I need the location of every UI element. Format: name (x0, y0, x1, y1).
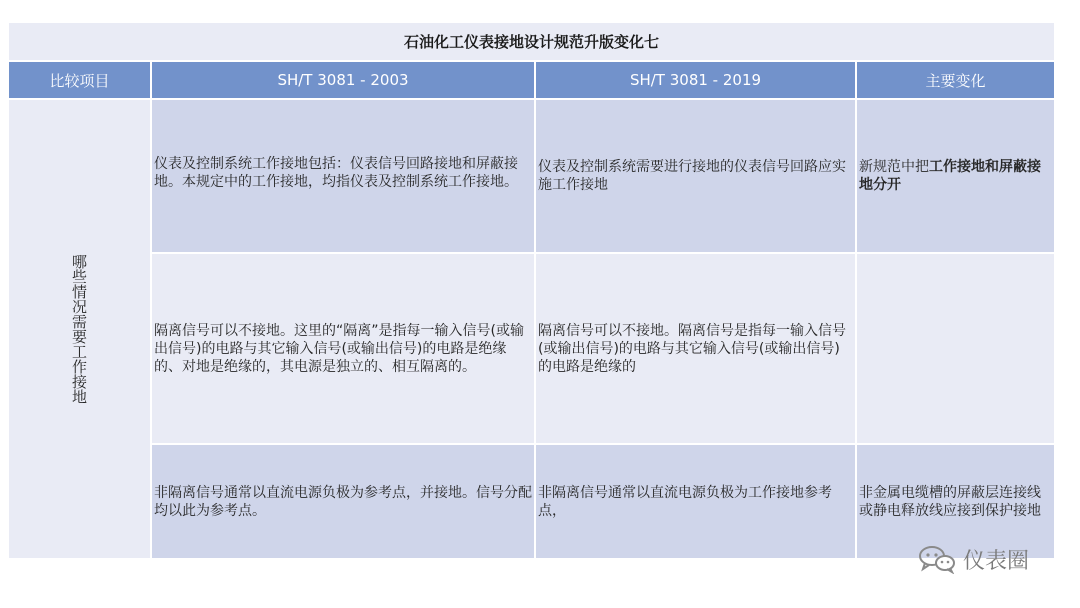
old-standard-text: 隔离信号可以不接地。这里的“隔离”是指每一输入信号(或输出信号)的电路与其它输入信号(或输出信号)的电路是绝缘的、对地是绝缘的，其电源是独立的、相互隔离的。 (154, 322, 524, 375)
header-main-change: 主要变化 (857, 62, 1054, 98)
category-cell (9, 100, 152, 558)
change-cell (857, 254, 1054, 443)
table-body (9, 100, 1054, 558)
watermark (917, 543, 1029, 575)
new-standard-cell (536, 445, 857, 558)
header-row (9, 62, 1054, 98)
comparison-table (9, 23, 1054, 558)
old-standard-cell (152, 100, 536, 252)
change-text-bold: 工作接地和屏蔽接地分开 (859, 159, 1041, 193)
new-standard-text: 隔离信号可以不接地。隔离信号是指每一输入信号(或输出信号)的电路与其它输入信号(或输出信号)的电路是绝缘的 (538, 322, 846, 375)
new-standard-cell (536, 100, 857, 252)
change-cell (857, 100, 1054, 252)
change-text-prefix: 新规范中把 (859, 159, 929, 175)
old-standard-text: 仪表及控制系统工作接地包括：仪表信号回路接地和屏蔽接地。本规定中的工作接地，均指仪表及控制系统工作接地。 (154, 156, 518, 190)
table-row (152, 254, 1054, 443)
table-row (152, 445, 1054, 558)
new-standard-text: 仪表及控制系统需要进行接地的仪表信号回路应实施工作接地 (538, 159, 846, 193)
change-text (859, 158, 1052, 194)
header-item: 比较项目 (9, 62, 152, 98)
change-cell (857, 445, 1054, 558)
new-standard-cell (536, 254, 857, 443)
old-standard-cell (152, 254, 536, 443)
change-text: 非金属电缆槽的屏蔽层连接线或静电释放线应接到保护接地 (859, 484, 1041, 519)
wechat-icon (917, 544, 957, 574)
table-title: 石油化工仪表接地设计规范升版变化七 (9, 23, 1054, 62)
old-standard-text: 非隔离信号通常以直流电源负极为参考点，并接地。信号分配均以此为参考点。 (154, 484, 532, 519)
header-old-standard: SH/T 3081 - 2003 (152, 62, 536, 98)
header-new-standard: SH/T 3081 - 2019 (536, 62, 857, 98)
watermark-text: 仪表圈 (963, 548, 1030, 574)
new-standard-text: 非隔离信号通常以直流电源负极为工作接地参考点， (538, 484, 832, 519)
table-row (152, 100, 1054, 252)
old-standard-cell (152, 445, 536, 558)
category-label: 哪些情况需要工作接地 (70, 254, 88, 404)
